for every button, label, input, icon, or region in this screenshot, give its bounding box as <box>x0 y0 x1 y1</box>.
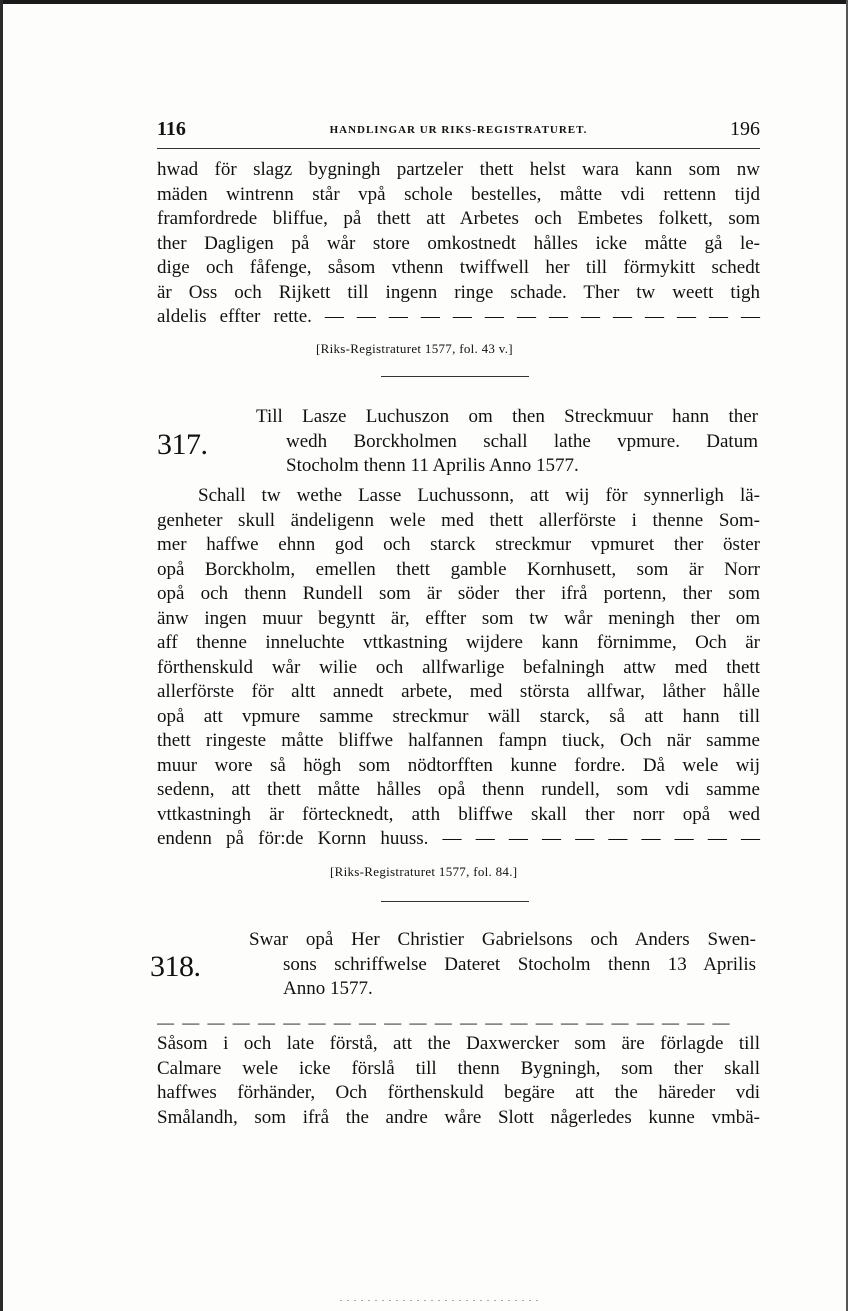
text-line: sedenn, att thett måtte hålles opå thenn rundell, som vdi samme <box>157 779 760 800</box>
letter-body <box>157 1032 760 1130</box>
text-line: är Oss och Rijkett till ingenn ringe schade. Ther tw weett tigh <box>157 281 760 303</box>
text-line: mäden wintrenn står vpå schole bestelles, måtte vdi rettenn tijd <box>157 183 760 205</box>
text-line: endenn på för:de Kornn huuss. — — — — — — — — — — <box>157 828 760 849</box>
heading-line: Till Lasze Luchuszon om then Streckmuur hann ther <box>256 406 758 427</box>
text-line: opå och thenn Rundell som är söder ther ifrå portenn, ther som <box>157 583 760 604</box>
text-line: vttkastningh är förtecknedt, atth bliffwe skall ther norr opå wed <box>157 803 760 825</box>
text-line: änw ingen muur begyntt är, effter som tw wår meningh ther om <box>157 607 760 629</box>
heading-line: Anno 1577. <box>283 978 373 999</box>
heading-line: Stocholm thenn 11 Aprilis Anno 1577. <box>286 455 579 476</box>
text-line: dige och fåfenge, såsom vthenn twiffwell her till förmykitt schedt <box>157 257 760 278</box>
text-line: genheter skull ändeligenn wele med thett allerförste i thenne Som- <box>157 509 760 531</box>
text-line: Calmare wele icke förslå till thenn Bygningh, som ther skall <box>157 1057 760 1079</box>
text-line: aldelis effter rette. — — — — — — — — — — — — — — <box>157 306 760 327</box>
letter-heading <box>256 405 758 479</box>
text-line: Såsom i och late förstå, att the Daxwercker som äre förlagde till <box>157 1033 760 1054</box>
text-line: allerförste för altt annedt arbete, med största allfwar, låther hålle <box>157 681 760 702</box>
text-line: haffwes förhänder, Och förthenskuld begäre att the häreder vdi <box>157 1082 760 1103</box>
section-divider <box>381 376 529 377</box>
heading-line: Swar opå Her Christier Gabrielsons och Anders Swen- <box>249 929 756 950</box>
source-citation: [Riks-Registraturet 1577, fol. 84.] <box>330 864 518 879</box>
scan-border-top <box>0 0 848 4</box>
continuation-paragraph <box>157 158 760 330</box>
letter-body <box>157 484 760 852</box>
text-line: mer haffwe ehnn god och starck streckmur vpmuret ther öster <box>157 534 760 555</box>
scan-border-left <box>0 0 3 1311</box>
text-line: framfordrede bliffue, på thett att Arbetes och Embetes folkett, som <box>157 208 760 229</box>
source-citation: [Riks-Registraturet 1577, fol. 43 v.] <box>316 341 513 356</box>
document-number: 196 <box>730 118 760 140</box>
letter-number: 317. <box>157 428 208 461</box>
section-divider <box>381 901 529 902</box>
heading-line: sons schriffwelse Dateret Stocholm thenn 13 Aprilis <box>283 953 756 975</box>
text-line: ther Dagligen på wår store omkostnedt hålles icke måtte gå le- <box>157 232 760 254</box>
text-line: thett ringeste måtte bliffwe halfannen fampn tiuck, Och när samme <box>157 730 760 751</box>
text-line: opå att vpmure samme streckmur wäll starck, så att hann till <box>157 705 760 727</box>
running-header <box>157 118 760 146</box>
text-line: Schall tw wethe Lasse Luchussonn, att wij för synnerligh lä- <box>198 485 760 506</box>
text-line: opå Borckholm, emellen thett gamble Kornhusett, som är Norr <box>157 558 760 580</box>
running-title: HANDLINGAR UR RIKS-REGISTRATURET. <box>329 124 588 136</box>
text-line: aff thenne inneluchte vttkastning wijdere kann förnimme, Och är <box>157 632 760 653</box>
text-line: förthenskuld wår wilie och allfwarlige befalningh attw med thett <box>157 656 760 678</box>
letter-number: 318. <box>150 950 201 983</box>
letter-heading <box>249 928 756 1002</box>
text-line: Smålandh, som ifrå the andre wåre Slott någerledes kunne vmbä- <box>157 1106 760 1128</box>
text-line: hwad för slagz bygningh partzeler thett helst wara kann som nw <box>157 159 760 180</box>
heading-line: wedh Borckholmen schall lathe vpmure. Datum <box>286 430 758 452</box>
page-number: 116 <box>157 118 186 140</box>
header-rule <box>157 148 760 149</box>
scan-speckle <box>340 1300 540 1301</box>
text-line: muur wore så högh som nödtorfften kunne fordre. Då wele wij <box>157 754 760 776</box>
dash-separator: — — — — — — — — — — — — — — — — — — — — — — — <box>157 1013 732 1027</box>
